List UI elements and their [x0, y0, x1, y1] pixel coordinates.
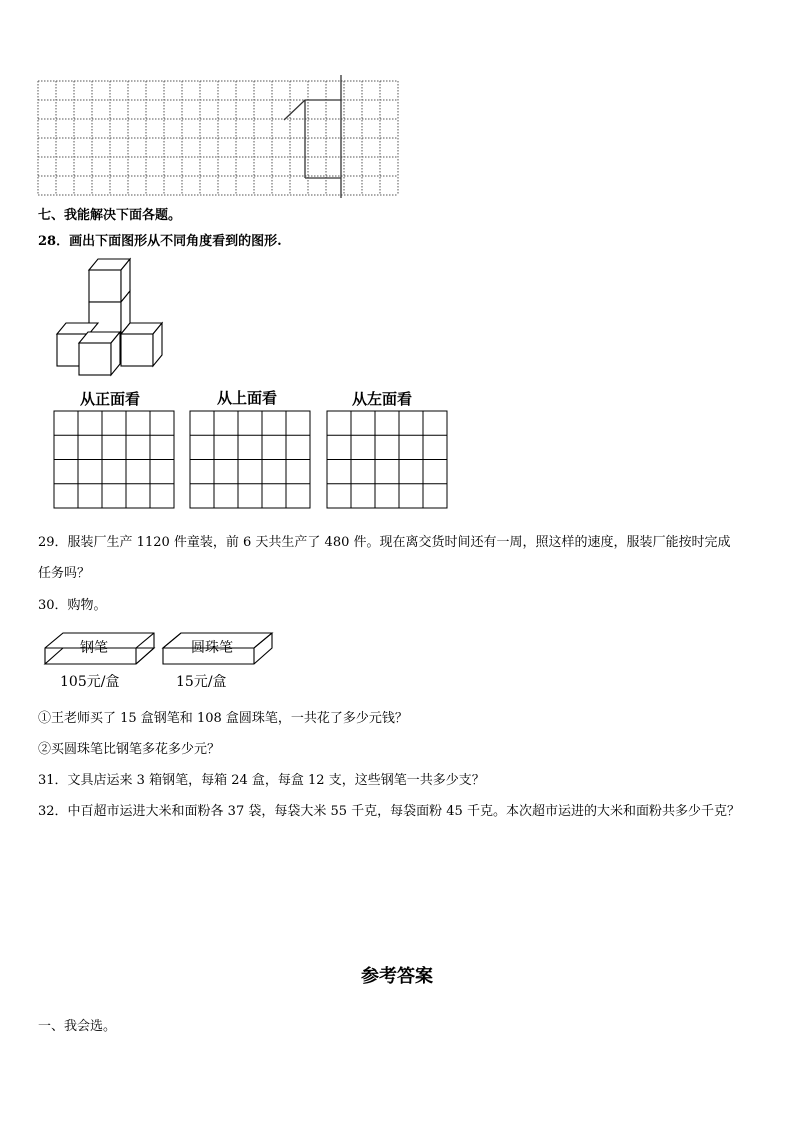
q29-line2: 任务吗？ — [38, 566, 91, 581]
q32-text: 32．中百超市运进大米和面粉各 37 袋，每袋大米 55 千克，每袋面粉 45 千克。本次超市运进的大米和面粉共多少千克？ — [38, 804, 740, 819]
q30-text: 30．购物。 — [38, 598, 107, 613]
q31-text: 31．文具店运来 3 箱钢笔，每箱 24 盒，每盒 12 支，这些钢笔一共多少支？ — [38, 773, 485, 788]
pen-price: 105元/盒 — [60, 674, 120, 690]
answers-section1: 一、我会选。 — [38, 1019, 117, 1034]
ballpen-price: 15元/盒 — [176, 674, 227, 690]
q28-text: 28．画出下面图形从不同角度看到的图形. — [38, 234, 282, 249]
view-label-front: 从正面看 — [80, 390, 141, 408]
q30-sub2: ②买圆珠笔比钢笔多花多少元？ — [38, 742, 221, 757]
view-label-left: 从左面看 — [352, 390, 413, 408]
q29-line1: 29．服装厂生产 1120 件童装，前 6 天共生产了 480 件。现在离交货时间还有一周，照这样的速度，服装厂能按时完成 — [38, 535, 731, 550]
answers-title: 参考答案 — [361, 966, 433, 987]
pen-label: 钢笔 — [80, 640, 108, 656]
ballpen-label: 圆珠笔 — [191, 640, 233, 656]
view-label-top: 从上面看 — [217, 389, 278, 407]
q30-sub1: ①王老师买了 15 盒钢笔和 108 盒圆珠笔，一共花了多少元钱？ — [38, 711, 408, 726]
section7-title: 七、我能解决下面各题。 — [38, 208, 182, 223]
